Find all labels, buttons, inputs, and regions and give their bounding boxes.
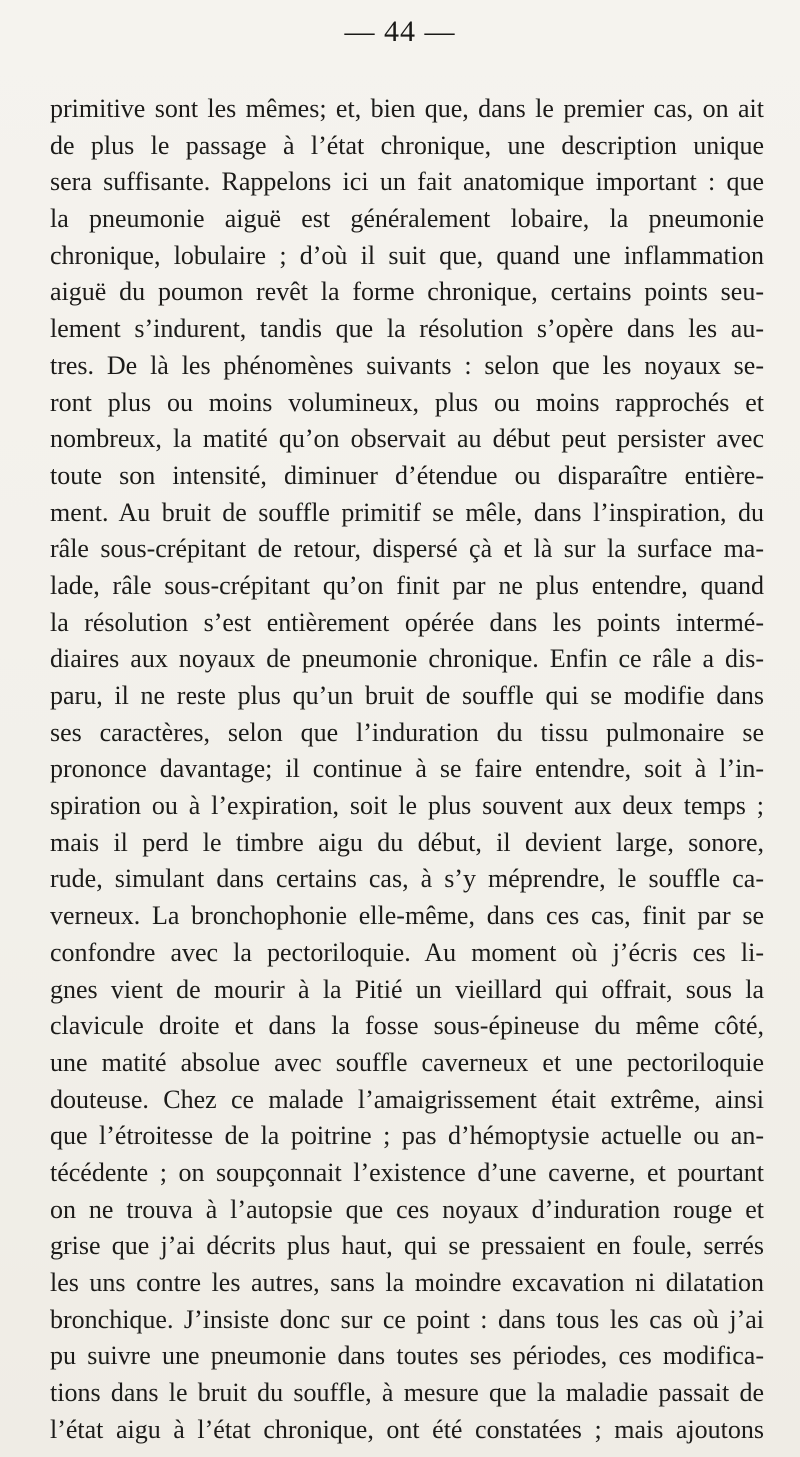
- text-line: bronchique. J’insiste donc sur ce point : dans tous les cas où j’ai: [50, 1304, 764, 1334]
- text-line: verneux. La bronchophonie elle-même, dans ces cas, finit par se: [50, 901, 764, 931]
- text-line: primitive sont les mêmes; et, bien que, dans le premier cas, on ait: [50, 94, 764, 123]
- text-line: sera suffisante. Rappelons ici un fait anatomique important : que: [50, 167, 764, 197]
- body-text: [50, 91, 764, 1448]
- text-line: gnes vient de mourir à la Pitié un vieillard qui offrait, sous la: [50, 974, 764, 1004]
- text-line: tres. De là les phénomènes suivants : selon que les noyaux se-: [50, 350, 764, 380]
- text-line: que l’étroitesse de la poitrine ; pas d’hémoptysie actuelle ou an-: [50, 1121, 764, 1151]
- text-line: diaires aux noyaux de pneumonie chronique. Enfin ce râle a dis-: [50, 644, 764, 674]
- text-line: chronique, lobulaire ; d’où il suit que, quand une inflammation: [50, 240, 764, 270]
- text-line: râle sous-crépitant de retour, dispersé çà et là sur la surface ma-: [50, 534, 764, 564]
- text-line: mais il perd le timbre aigu du début, il devient large, sonore,: [50, 827, 764, 857]
- text-line: la pneumonie aiguë est généralement lobaire, la pneumonie: [50, 204, 764, 234]
- text-line: ment. Au bruit de souffle primitif se mêle, dans l’inspiration, du: [50, 497, 764, 527]
- text-line: la résolution s’est entièrement opérée dans les points intermé-: [50, 607, 764, 637]
- text-line: técédente ; on soupçonnait l’existence d’une caverne, et pourtant: [50, 1157, 764, 1187]
- text-line: nombreux, la matité qu’on observait au début peut persister avec: [50, 424, 764, 454]
- text-line: on ne trouva à l’autopsie que ces noyaux d’induration rouge et: [50, 1194, 764, 1224]
- text-line: les uns contre les autres, sans la moindre excavation ni dilatation: [50, 1268, 764, 1297]
- text-line: rude, simulant dans certains cas, à s’y méprendre, le souffle ca-: [50, 864, 764, 894]
- text-line: confondre avec la pectoriloquie. Au moment où j’écris ces li-: [50, 937, 764, 967]
- text-line: pu suivre une pneumonie dans toutes ses périodes, ces modifica-: [50, 1341, 764, 1371]
- text-line: une matité absolue avec souffle caverneux et une pectoriloquie: [50, 1047, 764, 1077]
- text-line: prononce davantage; il continue à se faire entendre, soit à l’in-: [50, 754, 764, 784]
- text-line: lement s’indurent, tandis que la résolution s’opère dans les au-: [50, 314, 764, 344]
- text-line: aiguë du poumon revêt la forme chronique, certains points seu-: [50, 277, 764, 307]
- text-line: tions dans le bruit du souffle, à mesure que la maladie passait de: [50, 1378, 764, 1408]
- text-line: paru, il ne reste plus qu’un bruit de souffle qui se modifie dans: [50, 681, 764, 710]
- text-line: clavicule droite et dans la fosse sous-épineuse du même côté,: [50, 1011, 764, 1041]
- text-line: grise que j’ai décrits plus haut, qui se pressaient en foule, serrés: [50, 1231, 764, 1261]
- text-line: l’état aigu à l’état chronique, ont été constatées ; mais ajoutons: [50, 1414, 764, 1444]
- text-line: lade, râle sous-crépitant qu’on finit par ne plus entendre, quand: [50, 570, 764, 600]
- text-line: spiration ou à l’expiration, soit le plus souvent aux deux temps ;: [50, 791, 764, 821]
- page-number: — 44 —: [344, 15, 456, 48]
- text-line: douteuse. Chez ce malade l’amaigrissement était extrême, ainsi: [50, 1084, 764, 1114]
- text-line: ront plus ou moins volumineux, plus ou moins rapprochés et: [50, 387, 764, 417]
- text-line: de plus le passage à l’état chronique, une description unique: [50, 130, 764, 160]
- text-line: ses caractères, selon que l’induration du tissu pulmonaire se: [50, 717, 764, 747]
- text-line: toute son intensité, diminuer d’étendue ou disparaître entière-: [50, 460, 764, 490]
